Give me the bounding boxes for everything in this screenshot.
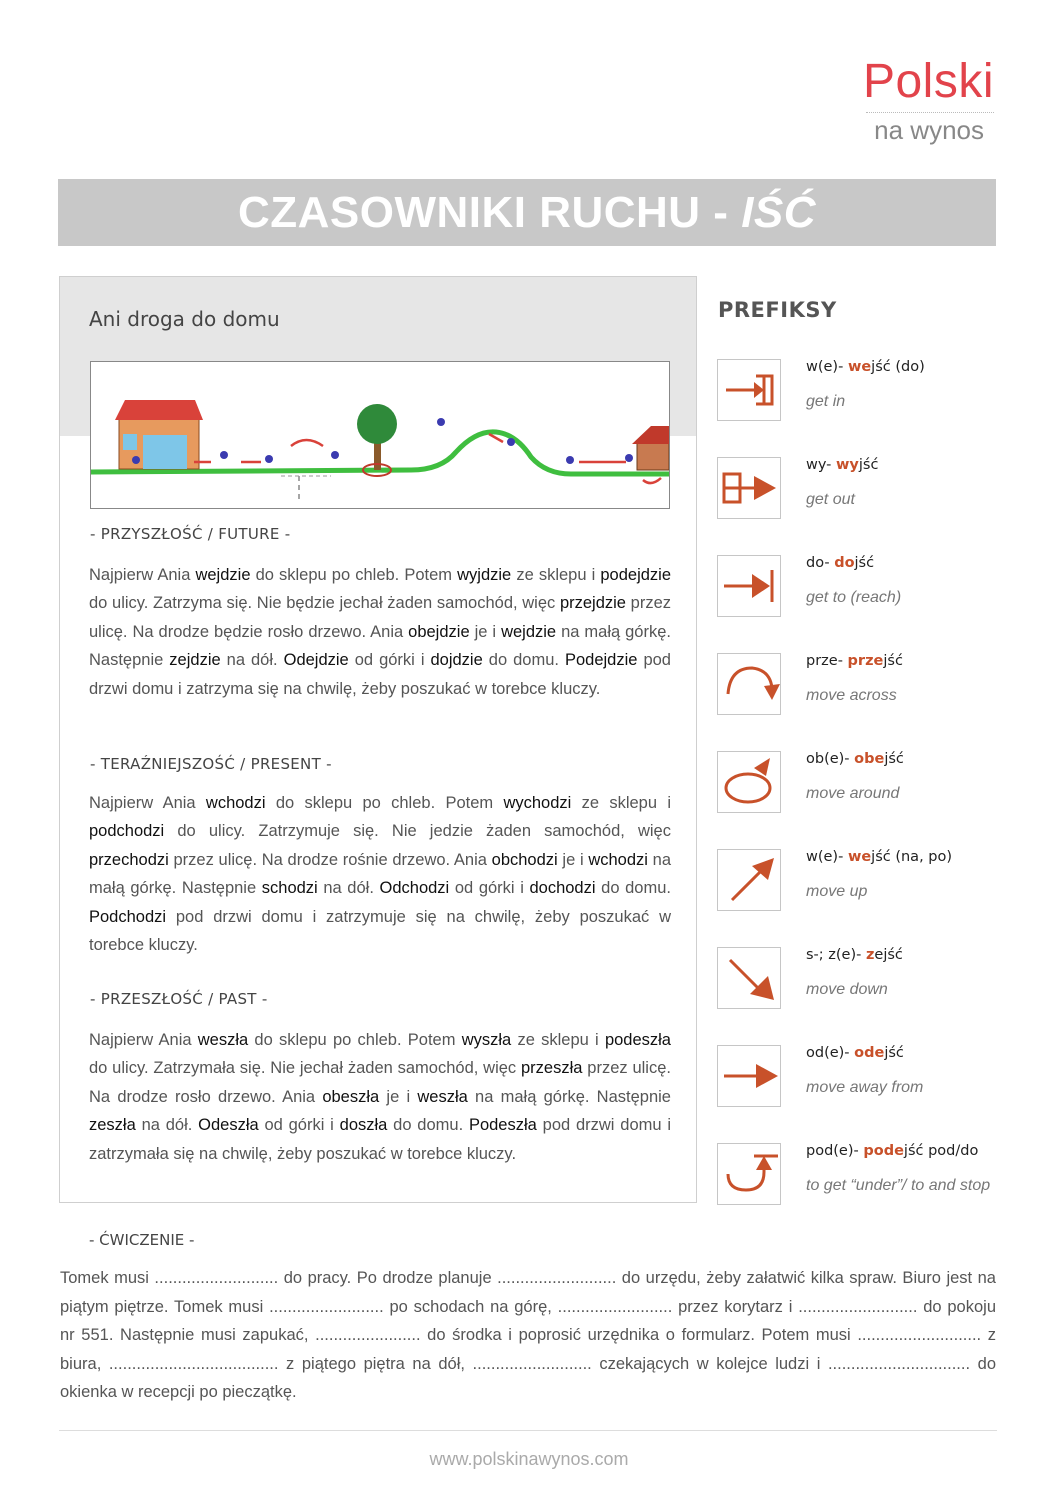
verb-form: przechodzi bbox=[89, 850, 169, 869]
prefix-translation: move away from bbox=[806, 1079, 924, 1096]
verb-form: podchodzi bbox=[89, 822, 165, 841]
verb-form: podejdzie bbox=[600, 566, 671, 584]
verb-form: doszła bbox=[339, 1116, 388, 1135]
around-circle-icon bbox=[717, 751, 781, 813]
verb-form: wyjdzie bbox=[457, 566, 512, 584]
prefix-translation: move down bbox=[806, 981, 888, 998]
verb-form: Odchodzi bbox=[379, 879, 450, 898]
prefix-label: do- dojść bbox=[806, 555, 875, 571]
verb-form: Podeszła bbox=[468, 1116, 537, 1135]
footer-divider bbox=[59, 1430, 997, 1431]
prefix-label: prze- przejść bbox=[806, 653, 903, 669]
verb-form: wchodzi bbox=[588, 850, 648, 869]
verb-form: wchodzi bbox=[205, 794, 266, 812]
prefix-label: pod(e)- podejść pod/do bbox=[806, 1143, 979, 1159]
under-arc-icon bbox=[717, 1143, 781, 1205]
verb-form: wejdzie bbox=[501, 622, 557, 641]
prefix-label: s-; z(e)- zejść bbox=[806, 947, 903, 963]
logo-divider bbox=[866, 112, 994, 113]
verb-form: dochodzi bbox=[529, 879, 596, 898]
prefix-translation: get out bbox=[806, 491, 855, 508]
verb-form: wychodzi bbox=[503, 794, 572, 812]
across-arc-icon bbox=[717, 653, 781, 715]
footer-url: www.polskinawynos.com bbox=[429, 1449, 629, 1469]
past-paragraph: Najpierw Ania weszła do sklepu po chleb. Potem wyszła ze sklepu i podeszła do ulicy. Zatrzymała się. Nie jechał żaden samochód, więc przeszła przez ulicę. Na drodze rosło drzewo. Ania obeszła je i weszła na małą górkę. Następnie zeszła na dół. Odeszła od górki i doszła do domu. Podeszła pod drzwi domu i zatrzymała się na chwilę, żeby poszukać w torebce kluczy. bbox=[89, 1031, 672, 1163]
present-paragraph: Najpierw Ania wchodzi do sklepu po chleb. Potem wychodzi ze sklepu i podchodzi do ulicy. Zatrzymuje się. Nie jedzie żaden samochód, więc przechodzi przez ulicę. Na drodze rośnie drzewo. Ania obchodzi je i wchodzi na małą górkę. Następnie schodzi na dół. Odchodzi od górki i dochodzi do domu. Podchodzi pod drzwi domu i zatrzymuje się na chwilę, żeby poszukać w torebce kluczy. bbox=[89, 794, 671, 955]
verb-form: obejdzie bbox=[408, 622, 470, 641]
verb-form: podeszła bbox=[604, 1031, 671, 1049]
prefix-label: od(e)- odejść bbox=[806, 1045, 904, 1061]
prefix-translation: move across bbox=[806, 687, 897, 704]
exercise-heading: - ĆWICZENIE - bbox=[89, 1231, 195, 1249]
present-heading: - TERAŹNIEJSZOŚĆ / PRESENT - bbox=[90, 755, 332, 773]
prefix-translation: move around bbox=[806, 785, 900, 802]
verb-form: zeszła bbox=[89, 1116, 136, 1135]
prefix-label: w(e)- wejść (do) bbox=[806, 359, 925, 375]
prefix-label: wy- wyjść bbox=[806, 457, 879, 473]
logo bbox=[862, 55, 994, 146]
exit-arrow-icon bbox=[717, 457, 781, 519]
exercise-text: Tomek musi ........................... do pracy. Po drodze planuje .......................... do urzędu, żeby załatwić kilka spraw. Biuro jest na piątym piętrze. Tomek musi ......................... po schodach na górę, ......................... przez korytarz i .......................... do pokoju nr 551. Następnie musi zapukać, ....................... do środka i poprosić urzędnika o formularz. Potem musi ........................... z biura, ..................................... z piątego piętra na dół, .......................... czekających w kolejce ludzi i ............................... do okienka w recepcji po pieczątkę. bbox=[60, 1269, 996, 1401]
verb-form: obeszła bbox=[322, 1087, 380, 1106]
future-paragraph: Najpierw Ania wejdzie do sklepu po chleb. Potem wyjdzie ze sklepu i podejdzie do ulicy. Zatrzyma się. Nie będzie jechał żaden samochód, więc przejdzie przez ulicę. Na drodze będzie rosło drzewo. Ania obejdzie je i wejdzie na małą górkę. Następnie zejdzie na dół. Odejdzie od górki i dojdzie do domu. Podejdzie pod drzwi domu i zatrzyma się na chwilę, żeby poszukać w torebce kluczy. bbox=[89, 566, 671, 698]
logo-sub-text: na wynos bbox=[874, 115, 984, 145]
verb-form: Podchodzi bbox=[89, 907, 167, 926]
route-drawing bbox=[91, 362, 669, 508]
away-arrow-icon bbox=[717, 1045, 781, 1107]
down-arrow-icon bbox=[717, 947, 781, 1009]
verb-form: dojdzie bbox=[430, 651, 483, 670]
verb-form: weszła bbox=[417, 1087, 468, 1106]
up-arrow-icon bbox=[717, 849, 781, 911]
enter-arrow-icon bbox=[717, 359, 781, 421]
verb-form: wyszła bbox=[461, 1031, 512, 1049]
verb-form: Odejdzie bbox=[283, 651, 349, 670]
story-title: Ani droga do domu bbox=[89, 307, 280, 331]
page-title-main: CZASOWNIKI RUCHU - bbox=[237, 187, 742, 237]
reach-arrow-icon bbox=[717, 555, 781, 617]
prefix-translation: get to (reach) bbox=[806, 589, 902, 606]
verb-form: przeszła bbox=[521, 1059, 583, 1078]
title-bar bbox=[58, 179, 996, 246]
verb-form: zejdzie bbox=[169, 651, 221, 670]
verb-form: Podejdzie bbox=[564, 651, 638, 670]
prefix-translation: get in bbox=[806, 393, 846, 410]
prefix-translation: move up bbox=[806, 883, 868, 900]
prefixes-title: PREFIKSY bbox=[718, 298, 837, 322]
logo-main-text: Polski bbox=[862, 55, 994, 108]
route-illustration bbox=[90, 361, 670, 509]
verb-form: przejdzie bbox=[559, 594, 626, 613]
verb-form: weszła bbox=[197, 1031, 249, 1049]
page-title bbox=[238, 188, 816, 238]
page-title-italic: IŚĆ bbox=[741, 187, 817, 237]
verb-form: wejdzie bbox=[195, 566, 251, 584]
prefix-label: ob(e)- obejść bbox=[806, 751, 904, 767]
past-heading: - PRZESZŁOŚĆ / PAST - bbox=[90, 990, 268, 1008]
verb-form: schodzi bbox=[261, 879, 318, 898]
verb-form: Odeszła bbox=[198, 1116, 259, 1135]
verb-form: obchodzi bbox=[491, 850, 558, 869]
prefix-label: w(e)- wejść (na, po) bbox=[806, 849, 953, 865]
future-heading: - PRZYSZŁOŚĆ / FUTURE - bbox=[90, 525, 291, 543]
prefix-translation: to get “under”/ to and stop bbox=[806, 1177, 991, 1194]
